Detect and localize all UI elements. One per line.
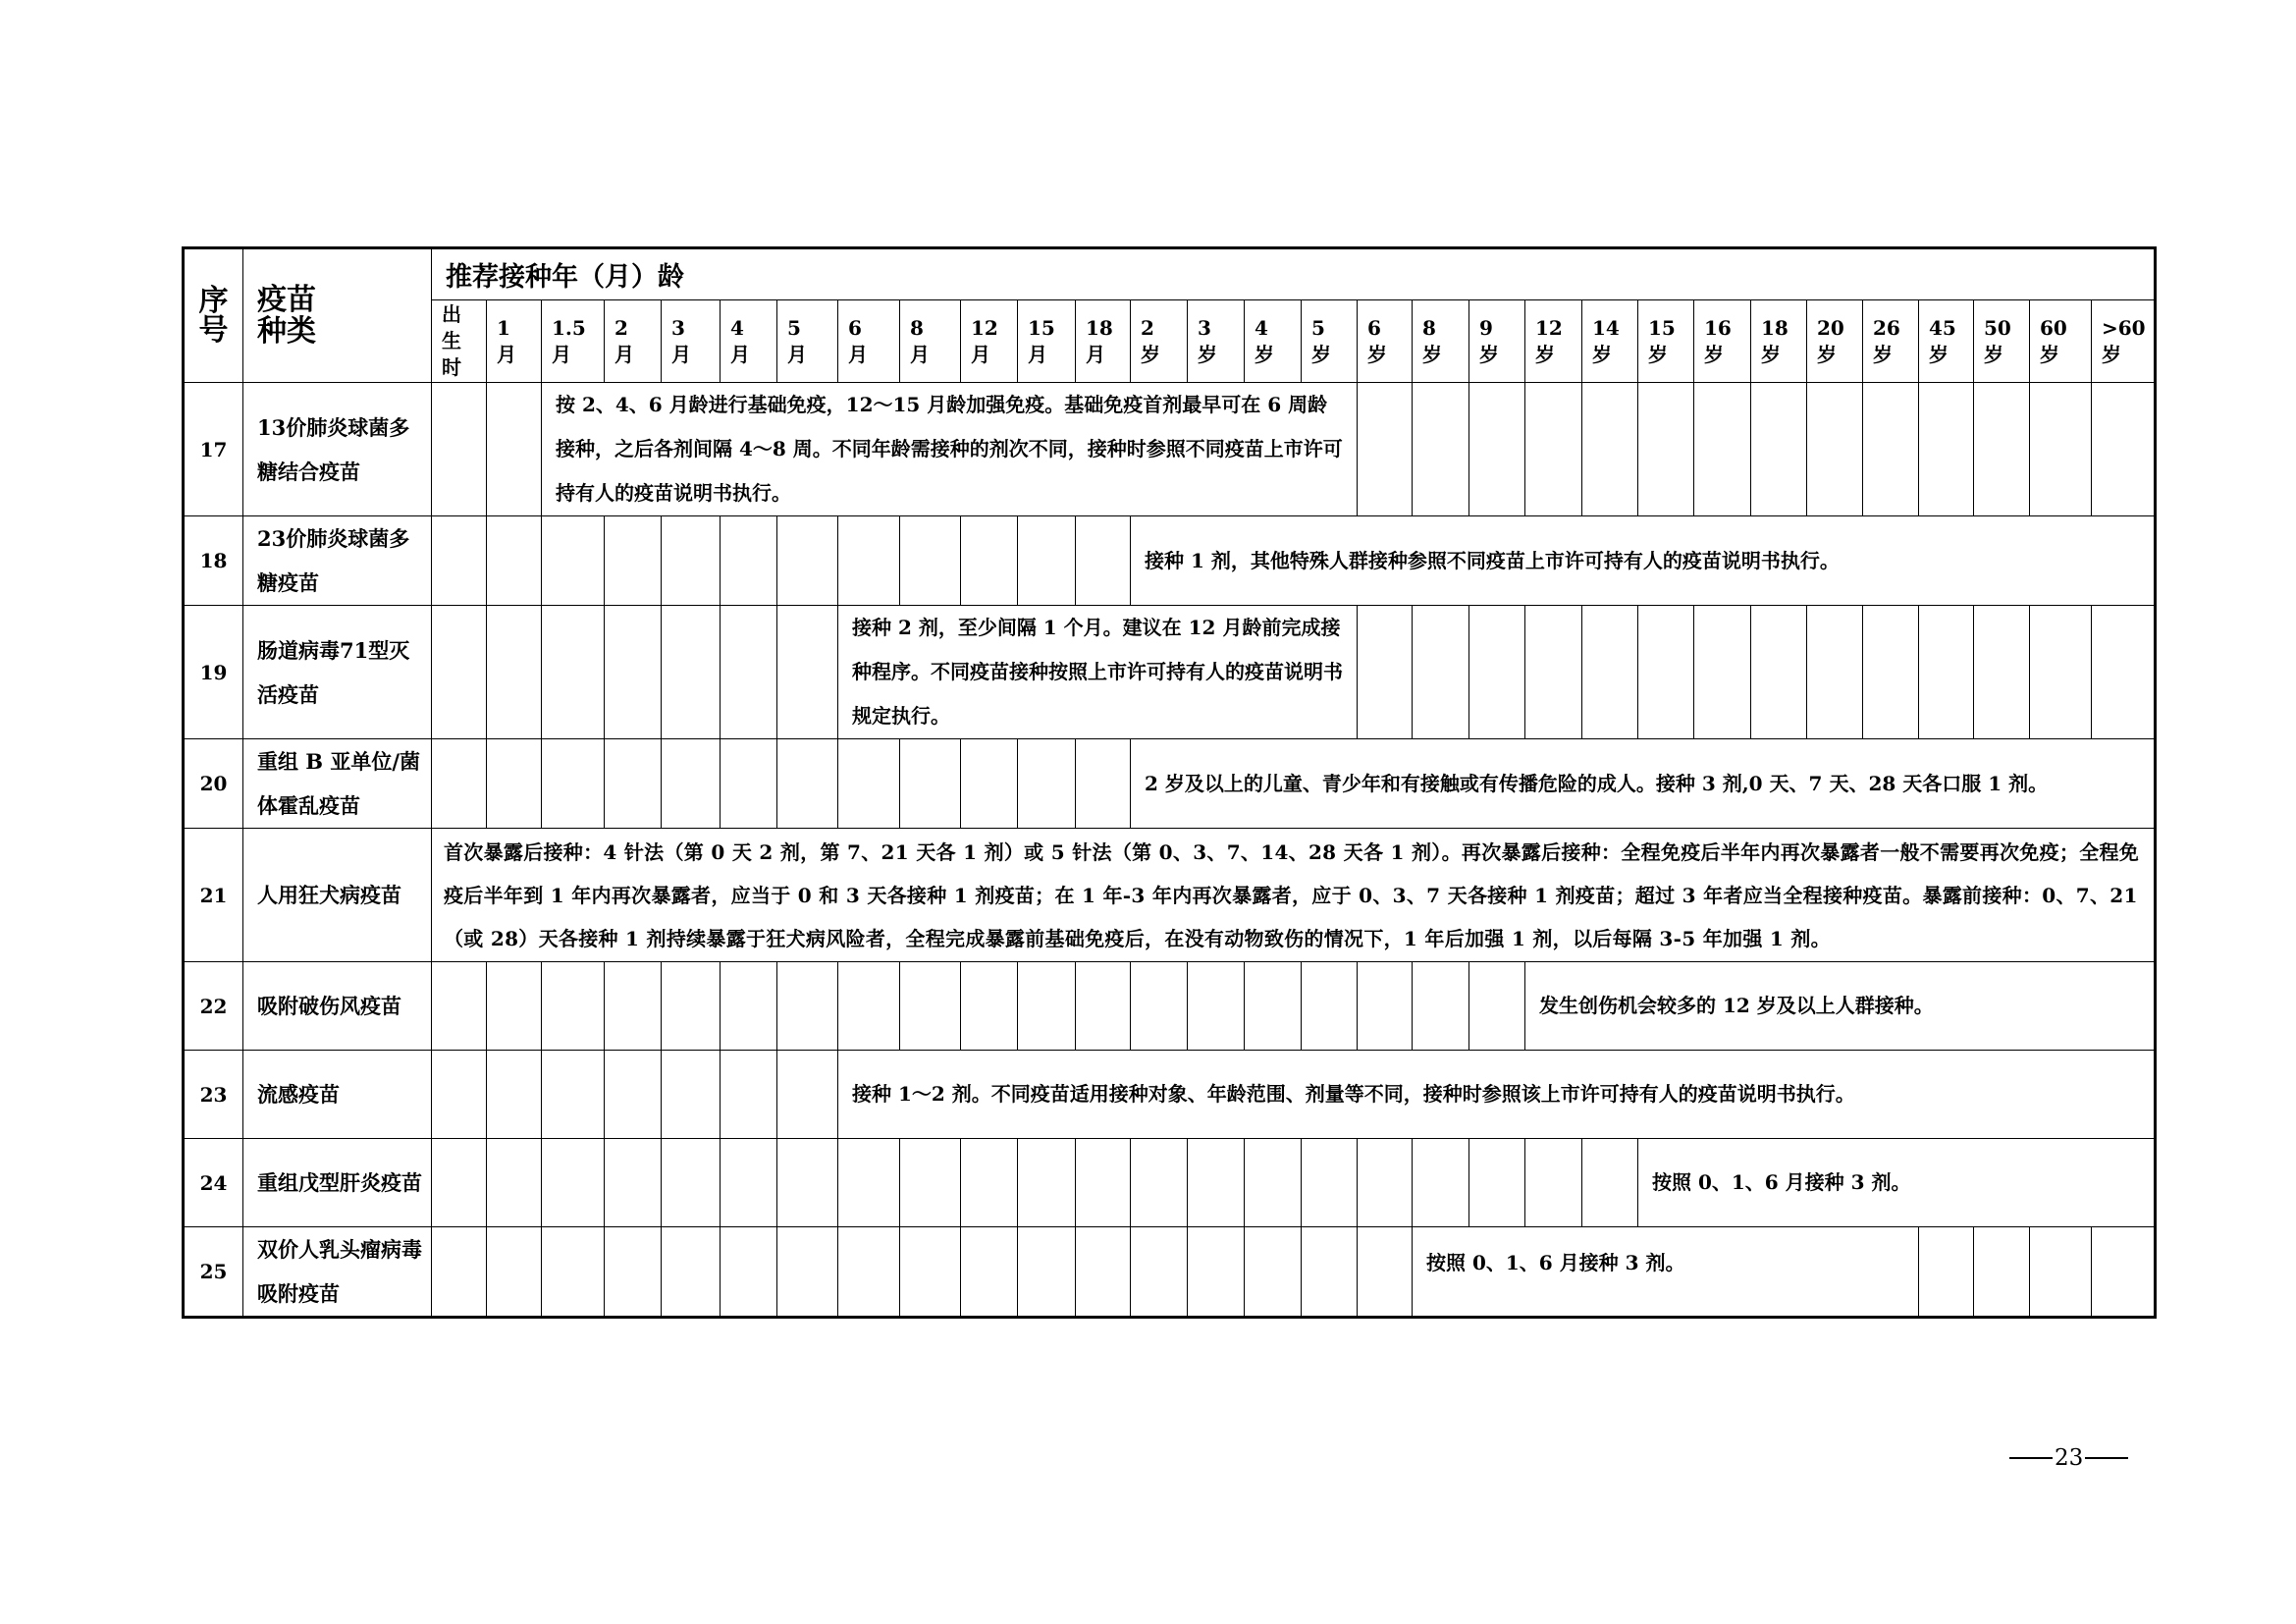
empty-cell — [838, 739, 900, 829]
vaccine-name: 肠道病毒71型灭活疫苗 — [243, 606, 432, 739]
age-header-18: 9 岁 — [1469, 300, 1525, 383]
table-row — [184, 383, 2156, 516]
vaccine-name: 重组 B 亚单位/菌体霍乱疫苗 — [243, 739, 432, 829]
page-number-dash — [2085, 1457, 2128, 1459]
empty-cell — [1582, 383, 1638, 516]
vaccine-name: 人用狂犬病疫苗 — [243, 829, 432, 962]
vaccine-name: 吸附破伤风疫苗 — [243, 962, 432, 1051]
empty-cell — [432, 606, 487, 739]
empty-cell — [1188, 1227, 1245, 1318]
empty-cell — [605, 606, 662, 739]
empty-cell — [605, 1227, 662, 1318]
age-header-3: 2 月 — [605, 300, 662, 383]
empty-cell — [487, 1051, 542, 1139]
age-header-29: >60 岁 — [2092, 300, 2156, 383]
page-number — [2007, 1445, 2130, 1471]
empty-cell — [721, 1139, 777, 1227]
empty-cell — [1358, 1139, 1413, 1227]
empty-cell — [1358, 383, 1413, 516]
row-seq: 23 — [184, 1051, 243, 1139]
empty-cell — [1076, 739, 1131, 829]
age-header-25: 26 岁 — [1863, 300, 1919, 383]
empty-cell — [487, 962, 542, 1051]
empty-cell — [1131, 1227, 1188, 1318]
empty-cell — [662, 606, 721, 739]
empty-cell — [2030, 606, 2092, 739]
empty-cell — [432, 1051, 487, 1139]
vaccine-name: 13价肺炎球菌多糖结合疫苗 — [243, 383, 432, 516]
row-seq: 19 — [184, 606, 243, 739]
vaccine-schedule-table — [182, 246, 2157, 1319]
empty-cell — [1131, 962, 1188, 1051]
schedule-note: 按照 0、1、6 月接种 3 剂。 — [1638, 1139, 2156, 1227]
empty-cell — [487, 606, 542, 739]
age-header-15: 5 岁 — [1302, 300, 1358, 383]
empty-cell — [1469, 1139, 1525, 1227]
schedule-note: 发生创伤机会较多的 12 岁及以上人群接种。 — [1525, 962, 2156, 1051]
empty-cell — [838, 1227, 900, 1318]
empty-cell — [662, 516, 721, 606]
empty-cell — [838, 962, 900, 1051]
empty-cell — [662, 739, 721, 829]
age-header-16: 6 岁 — [1358, 300, 1413, 383]
empty-cell — [777, 1227, 838, 1318]
empty-cell — [1018, 516, 1076, 606]
header-row-top — [184, 248, 2156, 300]
empty-cell — [1188, 1139, 1245, 1227]
schedule-note: 首次暴露后接种：4 针法（第 0 天 2 剂，第 7、21 天各 1 剂）或 5 针法（第 0、3、7、14、28 天各 1 剂）。再次暴露后接种：全程免疫后半年内再次暴露者一般不需要再次免疫；全程免疫后半年到 1 年内再次暴露者，应当于 0 和 3 天各接种 1 剂疫苗；在 1 年-3 年内再次暴露者，应于 0、3、7 天各接种 1 剂疫苗；超过 3 年者应当全程接种疫苗。暴露前接种：0、7、21（或 28）天各接种 1 剂持续暴露于狂犬病风险者，全程完成暴露前基础免疫后，在没有动物致伤的情况下，1 年后加强 1 剂，以后每隔 3-5 年加强 1 剂。 — [432, 829, 2156, 962]
empty-cell — [542, 739, 605, 829]
empty-cell — [432, 1227, 487, 1318]
page-number-dash — [2009, 1457, 2053, 1459]
seq-header: 序号 — [184, 248, 243, 383]
empty-cell — [1751, 383, 1807, 516]
age-group-header: 推荐接种年（月）龄 — [432, 248, 2156, 300]
table-row — [184, 606, 2156, 739]
empty-cell — [662, 962, 721, 1051]
empty-cell — [542, 1051, 605, 1139]
empty-cell — [777, 606, 838, 739]
empty-cell — [721, 516, 777, 606]
age-header-23: 18 岁 — [1751, 300, 1807, 383]
empty-cell — [1076, 1139, 1131, 1227]
schedule-note: 接种 1～2 剂。不同疫苗适用接种对象、年龄范围、剂量等不同，接种时参照该上市许可持有人的疫苗说明书执行。 — [838, 1051, 2156, 1139]
empty-cell — [1302, 1227, 1358, 1318]
empty-cell — [1694, 606, 1751, 739]
empty-cell — [1358, 962, 1413, 1051]
age-header-24: 20 岁 — [1807, 300, 1863, 383]
empty-cell — [1525, 1139, 1582, 1227]
empty-cell — [1018, 739, 1076, 829]
empty-cell — [662, 1139, 721, 1227]
empty-cell — [487, 1227, 542, 1318]
schedule-note: 按 2、4、6 月龄进行基础免疫，12～15 月龄加强免疫。基础免疫首剂最早可在 6 周龄接种，之后各剂间隔 4～8 周。不同年龄需接种的剂次不同，接种时参照不同疫苗上市许可持有人的疫苗说明书执行。 — [542, 383, 1358, 516]
empty-cell — [605, 962, 662, 1051]
schedule-note: 2 岁及以上的儿童、青少年和有接触或有传播危险的成人。接种 3 剂,0 天、7 天、28 天各口服 1 剂。 — [1131, 739, 2156, 829]
empty-cell — [1807, 383, 1863, 516]
table-row — [184, 829, 2156, 962]
empty-cell — [961, 516, 1018, 606]
vaccine-name: 流感疫苗 — [243, 1051, 432, 1139]
page-number-text: 23 — [2055, 1445, 2084, 1471]
age-header-4: 3 月 — [662, 300, 721, 383]
empty-cell — [1582, 1139, 1638, 1227]
schedule-note: 按照 0、1、6 月接种 3 剂。 — [1413, 1227, 1919, 1318]
empty-cell — [542, 962, 605, 1051]
empty-cell — [1582, 606, 1638, 739]
empty-cell — [1018, 1139, 1076, 1227]
empty-cell — [432, 1139, 487, 1227]
empty-cell — [2092, 383, 2156, 516]
empty-cell — [542, 1139, 605, 1227]
age-header-14: 4 岁 — [1245, 300, 1302, 383]
age-header-5: 4 月 — [721, 300, 777, 383]
empty-cell — [1694, 383, 1751, 516]
age-header-9: 12 月 — [961, 300, 1018, 383]
empty-cell — [961, 1227, 1018, 1318]
empty-cell — [1076, 1227, 1131, 1318]
table-row — [184, 1139, 2156, 1227]
age-header-19: 12 岁 — [1525, 300, 1582, 383]
age-header-8: 8 月 — [900, 300, 961, 383]
empty-cell — [1469, 383, 1525, 516]
empty-cell — [662, 1051, 721, 1139]
age-header-22: 16 岁 — [1694, 300, 1751, 383]
empty-cell — [1302, 1139, 1358, 1227]
empty-cell — [838, 1139, 900, 1227]
empty-cell — [1638, 606, 1694, 739]
age-header-row — [184, 300, 2156, 383]
empty-cell — [961, 962, 1018, 1051]
age-header-17: 8 岁 — [1413, 300, 1469, 383]
empty-cell — [1413, 962, 1469, 1051]
empty-cell — [1076, 962, 1131, 1051]
empty-cell — [432, 962, 487, 1051]
empty-cell — [1358, 1227, 1413, 1318]
age-header-28: 60 岁 — [2030, 300, 2092, 383]
empty-cell — [432, 739, 487, 829]
empty-cell — [900, 739, 961, 829]
age-header-27: 50 岁 — [1974, 300, 2030, 383]
empty-cell — [1413, 383, 1469, 516]
empty-cell — [777, 739, 838, 829]
row-seq: 22 — [184, 962, 243, 1051]
empty-cell — [1863, 606, 1919, 739]
empty-cell — [1974, 383, 2030, 516]
empty-cell — [487, 1139, 542, 1227]
empty-cell — [777, 1139, 838, 1227]
empty-cell — [900, 962, 961, 1051]
empty-cell — [838, 516, 900, 606]
empty-cell — [900, 1227, 961, 1318]
empty-cell — [1245, 1227, 1302, 1318]
age-header-20: 14 岁 — [1582, 300, 1638, 383]
age-header-6: 5 月 — [777, 300, 838, 383]
empty-cell — [721, 962, 777, 1051]
empty-cell — [721, 606, 777, 739]
empty-cell — [1018, 962, 1076, 1051]
empty-cell — [662, 1227, 721, 1318]
empty-cell — [487, 383, 542, 516]
empty-cell — [900, 516, 961, 606]
table-row — [184, 962, 2156, 1051]
empty-cell — [605, 1139, 662, 1227]
empty-cell — [1413, 606, 1469, 739]
empty-cell — [1638, 383, 1694, 516]
empty-cell — [1525, 383, 1582, 516]
schedule-note: 接种 2 剂，至少间隔 1 个月。建议在 12 月龄前完成接种程序。不同疫苗接种按照上市许可持有人的疫苗说明书规定执行。 — [838, 606, 1358, 739]
empty-cell — [1919, 1227, 1974, 1318]
empty-cell — [1245, 962, 1302, 1051]
empty-cell — [487, 739, 542, 829]
empty-cell — [777, 516, 838, 606]
age-header-7: 6 月 — [838, 300, 900, 383]
row-seq: 20 — [184, 739, 243, 829]
empty-cell — [777, 962, 838, 1051]
empty-cell — [432, 516, 487, 606]
vaccine-name: 重组戊型肝炎疫苗 — [243, 1139, 432, 1227]
empty-cell — [2030, 1227, 2092, 1318]
empty-cell — [1469, 606, 1525, 739]
empty-cell — [1751, 606, 1807, 739]
empty-cell — [2092, 606, 2156, 739]
empty-cell — [1919, 606, 1974, 739]
empty-cell — [721, 739, 777, 829]
table-row — [184, 1051, 2156, 1139]
empty-cell — [961, 1139, 1018, 1227]
age-header-12: 2 岁 — [1131, 300, 1188, 383]
empty-cell — [605, 1051, 662, 1139]
age-header-2: 1.5 月 — [542, 300, 605, 383]
empty-cell — [1469, 962, 1525, 1051]
empty-cell — [1525, 606, 1582, 739]
age-header-1: 1 月 — [487, 300, 542, 383]
vaccine-name: 双价人乳头瘤病毒吸附疫苗 — [243, 1227, 432, 1318]
vaccine-type-header: 疫苗 种类 — [243, 248, 432, 383]
empty-cell — [1131, 1139, 1188, 1227]
empty-cell — [1807, 606, 1863, 739]
table-row — [184, 516, 2156, 606]
empty-cell — [2030, 383, 2092, 516]
empty-cell — [432, 383, 487, 516]
row-seq: 25 — [184, 1227, 243, 1318]
empty-cell — [777, 1051, 838, 1139]
age-header-0: 出 生 时 — [432, 300, 487, 383]
empty-cell — [487, 516, 542, 606]
vaccine-name: 23价肺炎球菌多糖疫苗 — [243, 516, 432, 606]
age-header-11: 18 月 — [1076, 300, 1131, 383]
empty-cell — [1974, 1227, 2030, 1318]
age-header-26: 45 岁 — [1919, 300, 1974, 383]
empty-cell — [1358, 606, 1413, 739]
empty-cell — [542, 516, 605, 606]
empty-cell — [1919, 383, 1974, 516]
schedule-note: 接种 1 剂，其他特殊人群接种参照不同疫苗上市许可持有人的疫苗说明书执行。 — [1131, 516, 2156, 606]
empty-cell — [900, 1139, 961, 1227]
empty-cell — [1018, 1227, 1076, 1318]
empty-cell — [721, 1227, 777, 1318]
empty-cell — [1974, 606, 2030, 739]
empty-cell — [1302, 962, 1358, 1051]
empty-cell — [961, 739, 1018, 829]
age-header-13: 3 岁 — [1188, 300, 1245, 383]
empty-cell — [1245, 1139, 1302, 1227]
empty-cell — [542, 1227, 605, 1318]
empty-cell — [1863, 383, 1919, 516]
age-header-10: 15 月 — [1018, 300, 1076, 383]
row-seq: 18 — [184, 516, 243, 606]
empty-cell — [542, 606, 605, 739]
empty-cell — [605, 739, 662, 829]
row-seq: 24 — [184, 1139, 243, 1227]
empty-cell — [605, 516, 662, 606]
table-row — [184, 1227, 2156, 1318]
empty-cell — [1188, 962, 1245, 1051]
row-seq: 21 — [184, 829, 243, 962]
age-header-21: 15 岁 — [1638, 300, 1694, 383]
empty-cell — [721, 1051, 777, 1139]
empty-cell — [1413, 1139, 1469, 1227]
table-row — [184, 739, 2156, 829]
row-seq: 17 — [184, 383, 243, 516]
empty-cell — [1076, 516, 1131, 606]
